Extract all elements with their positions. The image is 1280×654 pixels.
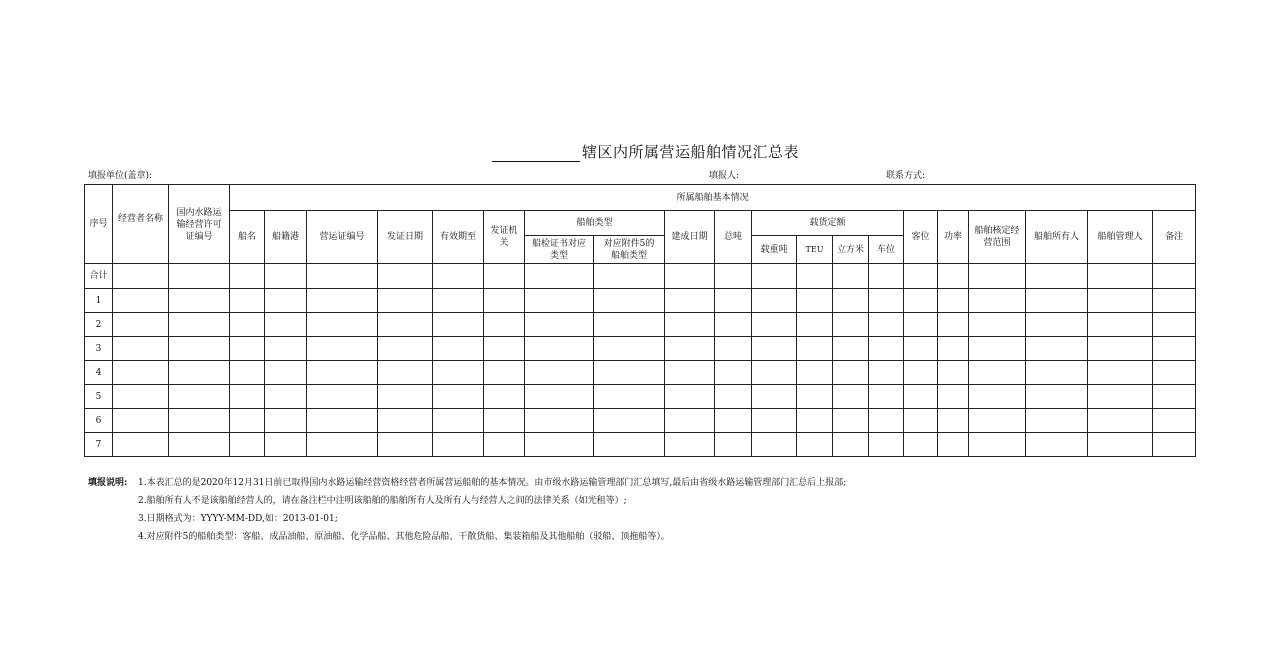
row-seq: 5 [85, 385, 113, 409]
cell[interactable] [904, 313, 938, 337]
header-teu: TEU [797, 236, 833, 264]
row-seq: 6 [85, 409, 113, 433]
header-gross-tonnage: 总吨 [715, 211, 752, 264]
cell[interactable] [1088, 409, 1153, 433]
cell[interactable] [797, 361, 833, 385]
cell[interactable] [378, 433, 433, 457]
cell[interactable] [484, 433, 525, 457]
cell[interactable] [1026, 337, 1088, 361]
header-cubic-meters: 立方米 [833, 236, 869, 264]
contact-label: 联系方式: [886, 171, 926, 181]
cell[interactable] [1026, 264, 1088, 289]
cell[interactable] [1026, 385, 1088, 409]
cell[interactable] [665, 361, 715, 385]
cell[interactable] [797, 337, 833, 361]
cell[interactable] [169, 433, 230, 457]
cell[interactable] [969, 337, 1026, 361]
cell[interactable] [525, 361, 594, 385]
cell[interactable] [869, 385, 904, 409]
cell[interactable] [307, 433, 378, 457]
cell[interactable] [869, 289, 904, 313]
cell[interactable] [525, 289, 594, 313]
cell[interactable] [433, 409, 484, 433]
header-ship-type-annex5: 对应附件5的船舶类型 [594, 236, 665, 264]
header-power: 功率 [938, 211, 969, 264]
cell[interactable] [1026, 409, 1088, 433]
cell[interactable] [433, 289, 484, 313]
header-cargo-capacity-group: 载货定额 [752, 211, 904, 236]
cell[interactable] [594, 313, 665, 337]
cell[interactable] [833, 385, 869, 409]
cell[interactable] [715, 337, 752, 361]
cell[interactable] [484, 289, 525, 313]
cell[interactable] [230, 313, 265, 337]
cell[interactable] [1088, 433, 1153, 457]
cell[interactable] [715, 264, 752, 289]
cell[interactable] [938, 337, 969, 361]
cell[interactable] [752, 361, 797, 385]
cell[interactable] [265, 313, 307, 337]
table-row [85, 433, 1196, 457]
cell[interactable] [265, 433, 307, 457]
cell[interactable] [904, 361, 938, 385]
cell[interactable] [525, 264, 594, 289]
cell[interactable] [1088, 337, 1153, 361]
cell[interactable] [904, 409, 938, 433]
cell[interactable] [797, 264, 833, 289]
cell[interactable] [113, 289, 169, 313]
cell[interactable] [307, 361, 378, 385]
cell[interactable] [1153, 433, 1196, 457]
cell[interactable] [665, 409, 715, 433]
cell[interactable] [969, 289, 1026, 313]
header-registry-port: 船籍港 [265, 211, 307, 264]
cell[interactable] [904, 289, 938, 313]
header-deadweight: 载重吨 [752, 236, 797, 264]
cell[interactable] [169, 361, 230, 385]
cell[interactable] [378, 337, 433, 361]
cell[interactable] [484, 337, 525, 361]
cell[interactable] [1026, 313, 1088, 337]
cell[interactable] [230, 433, 265, 457]
cell[interactable] [665, 337, 715, 361]
header-vehicle-spaces: 车位 [869, 236, 904, 264]
cell[interactable] [904, 385, 938, 409]
cell[interactable] [307, 337, 378, 361]
cell[interactable] [1153, 409, 1196, 433]
cell[interactable] [113, 385, 169, 409]
cell[interactable] [797, 433, 833, 457]
cell[interactable] [594, 409, 665, 433]
header-ship-owner: 船舶所有人 [1026, 211, 1088, 264]
cell[interactable] [307, 264, 378, 289]
row-seq: 合计 [85, 264, 113, 289]
header-ship-type-cert: 船检证书对应类型 [525, 236, 594, 264]
cell[interactable] [1153, 361, 1196, 385]
cell[interactable] [904, 433, 938, 457]
cell[interactable] [969, 385, 1026, 409]
row-seq: 2 [85, 313, 113, 337]
cell[interactable] [525, 409, 594, 433]
cell[interactable] [525, 385, 594, 409]
cell[interactable] [969, 433, 1026, 457]
table-row [85, 361, 1196, 385]
title-blank-line[interactable] [492, 145, 580, 162]
cell[interactable] [378, 385, 433, 409]
table-row-total [85, 264, 1196, 289]
header-approved-scope: 船舶核定经营范围 [969, 211, 1026, 264]
cell[interactable] [752, 337, 797, 361]
cell[interactable] [1153, 337, 1196, 361]
cell[interactable] [525, 337, 594, 361]
cell[interactable] [1088, 264, 1153, 289]
cell[interactable] [265, 264, 307, 289]
filler-label: 填报人: [709, 171, 740, 181]
cell[interactable] [869, 313, 904, 337]
cell[interactable] [1026, 361, 1088, 385]
cell[interactable] [113, 337, 169, 361]
cell[interactable] [752, 289, 797, 313]
cell[interactable] [1026, 433, 1088, 457]
header-ship-name: 船名 [230, 211, 265, 264]
cell[interactable] [169, 264, 230, 289]
cell[interactable] [378, 361, 433, 385]
title-text: 辖区内所属营运船舶情况汇总表 [582, 143, 800, 161]
cell[interactable] [307, 409, 378, 433]
cell[interactable] [833, 313, 869, 337]
cell[interactable] [484, 385, 525, 409]
cell[interactable] [230, 264, 265, 289]
cell[interactable] [169, 409, 230, 433]
cell[interactable] [752, 409, 797, 433]
cell[interactable] [1088, 313, 1153, 337]
cell[interactable] [938, 264, 969, 289]
table-row [85, 409, 1196, 433]
cell[interactable] [113, 361, 169, 385]
cell[interactable] [665, 313, 715, 337]
cell[interactable] [307, 313, 378, 337]
cell[interactable] [938, 361, 969, 385]
cell[interactable] [525, 313, 594, 337]
cell[interactable] [938, 385, 969, 409]
cell[interactable] [969, 361, 1026, 385]
cell[interactable] [938, 433, 969, 457]
header-build-date: 建成日期 [665, 211, 715, 264]
cell[interactable] [307, 289, 378, 313]
row-seq: 3 [85, 337, 113, 361]
cell[interactable] [665, 385, 715, 409]
row-seq: 1 [85, 289, 113, 313]
row-seq: 7 [85, 433, 113, 457]
cell[interactable] [869, 433, 904, 457]
cell[interactable] [594, 385, 665, 409]
cell[interactable] [665, 433, 715, 457]
header-remarks: 备注 [1153, 211, 1196, 264]
header-ship-manager: 船舶管理人 [1088, 211, 1153, 264]
cell[interactable] [938, 409, 969, 433]
cell[interactable] [433, 433, 484, 457]
header-seq: 序号 [85, 185, 113, 264]
cell[interactable] [525, 433, 594, 457]
header-ship-type-group: 船舶类型 [525, 211, 665, 236]
cell[interactable] [752, 264, 797, 289]
header-basic-info-group: 所属船舶基本情况 [230, 185, 1196, 211]
cell[interactable] [833, 289, 869, 313]
cell[interactable] [869, 361, 904, 385]
cell[interactable] [1088, 289, 1153, 313]
cell[interactable] [715, 409, 752, 433]
cell[interactable] [969, 264, 1026, 289]
cell[interactable] [797, 409, 833, 433]
cell[interactable] [833, 264, 869, 289]
note-item-3: 3.日期格式为：YYYY-MM-DD,如：2013-01-01; [138, 514, 338, 524]
cell[interactable] [833, 409, 869, 433]
cell[interactable] [665, 264, 715, 289]
cell[interactable] [265, 289, 307, 313]
cell[interactable] [230, 361, 265, 385]
cell[interactable] [265, 337, 307, 361]
cell[interactable] [1153, 264, 1196, 289]
cell[interactable] [378, 289, 433, 313]
cell[interactable] [938, 313, 969, 337]
cell[interactable] [169, 289, 230, 313]
cell[interactable] [307, 385, 378, 409]
filling-unit-label: 填报单位(盖章): [88, 171, 153, 181]
cell[interactable] [833, 433, 869, 457]
ship-summary-table [84, 184, 1196, 457]
header-issue-date: 发证日期 [378, 211, 433, 264]
cell[interactable] [433, 361, 484, 385]
cell[interactable] [113, 433, 169, 457]
row-seq: 4 [85, 361, 113, 385]
cell[interactable] [1153, 313, 1196, 337]
cell[interactable] [378, 409, 433, 433]
cell[interactable] [869, 337, 904, 361]
cell[interactable] [230, 409, 265, 433]
header-operator-name: 经营者名称 [113, 185, 169, 264]
cell[interactable] [752, 385, 797, 409]
cell[interactable] [715, 433, 752, 457]
cell[interactable] [1088, 385, 1153, 409]
cell[interactable] [113, 264, 169, 289]
cell[interactable] [484, 409, 525, 433]
cell[interactable] [797, 313, 833, 337]
cell[interactable] [265, 409, 307, 433]
table-row [85, 289, 1196, 313]
cell[interactable] [752, 433, 797, 457]
cell[interactable] [833, 361, 869, 385]
cell[interactable] [1153, 289, 1196, 313]
cell[interactable] [230, 289, 265, 313]
cell[interactable] [169, 313, 230, 337]
cell[interactable] [665, 289, 715, 313]
cell[interactable] [1153, 385, 1196, 409]
cell[interactable] [230, 337, 265, 361]
cell[interactable] [433, 337, 484, 361]
table-row [85, 337, 1196, 361]
cell[interactable] [594, 433, 665, 457]
note-item-4: 4.对应附件5的船舶类型：客船、成品油船、原油船、化学品船、其他危险品船、干散货船、集装箱船及其他船舶（驳船、顶拖船等）。 [138, 532, 670, 542]
cell[interactable] [715, 361, 752, 385]
header-passenger-seats: 客位 [904, 211, 938, 264]
cell[interactable] [433, 264, 484, 289]
cell[interactable] [797, 289, 833, 313]
table-row [85, 313, 1196, 337]
cell[interactable] [904, 264, 938, 289]
cell[interactable] [230, 385, 265, 409]
cell[interactable] [169, 385, 230, 409]
cell[interactable] [484, 361, 525, 385]
cell[interactable] [715, 289, 752, 313]
header-issuing-authority: 发证机关 [484, 211, 525, 264]
cell[interactable] [265, 361, 307, 385]
table-row [85, 385, 1196, 409]
cell[interactable] [752, 313, 797, 337]
note-item-1: 1.本表汇总的是2020年12月31日前已取得国内水路运输经营资格经营者所属营运船舶的基本情况。由市级水路运输管理部门汇总填写,最后由省级水路运输管理部门汇总后上报部; [138, 478, 847, 488]
cell[interactable] [833, 337, 869, 361]
cell[interactable] [594, 361, 665, 385]
header-license-no: 国内水路运输经营许可证编号 [169, 185, 230, 264]
cell[interactable] [969, 409, 1026, 433]
cell[interactable] [797, 385, 833, 409]
cell[interactable] [484, 313, 525, 337]
cell[interactable] [169, 337, 230, 361]
header-operating-cert-no: 营运证编号 [307, 211, 378, 264]
notes-label: 填报说明: [88, 478, 128, 488]
cell[interactable] [594, 337, 665, 361]
cell[interactable] [1088, 361, 1153, 385]
cell[interactable] [904, 337, 938, 361]
header-valid-until: 有效期至 [433, 211, 484, 264]
cell[interactable] [715, 313, 752, 337]
cell[interactable] [113, 409, 169, 433]
note-item-2: 2.船舶所有人不是该船舶经营人的，请在备注栏中注明该船舶的船舶所有人及所有人与经营人之间的法律关系（如光租等）; [138, 496, 627, 506]
cell[interactable] [938, 289, 969, 313]
cell[interactable] [594, 289, 665, 313]
cell[interactable] [594, 264, 665, 289]
cell[interactable] [969, 313, 1026, 337]
cell[interactable] [484, 264, 525, 289]
cell[interactable] [433, 385, 484, 409]
cell[interactable] [113, 313, 169, 337]
cell[interactable] [378, 264, 433, 289]
cell[interactable] [869, 264, 904, 289]
cell[interactable] [1026, 289, 1088, 313]
cell[interactable] [433, 313, 484, 337]
filling-instructions [88, 474, 846, 546]
cell[interactable] [715, 385, 752, 409]
page-title [492, 140, 799, 162]
cell[interactable] [869, 409, 904, 433]
cell[interactable] [265, 385, 307, 409]
cell[interactable] [378, 313, 433, 337]
